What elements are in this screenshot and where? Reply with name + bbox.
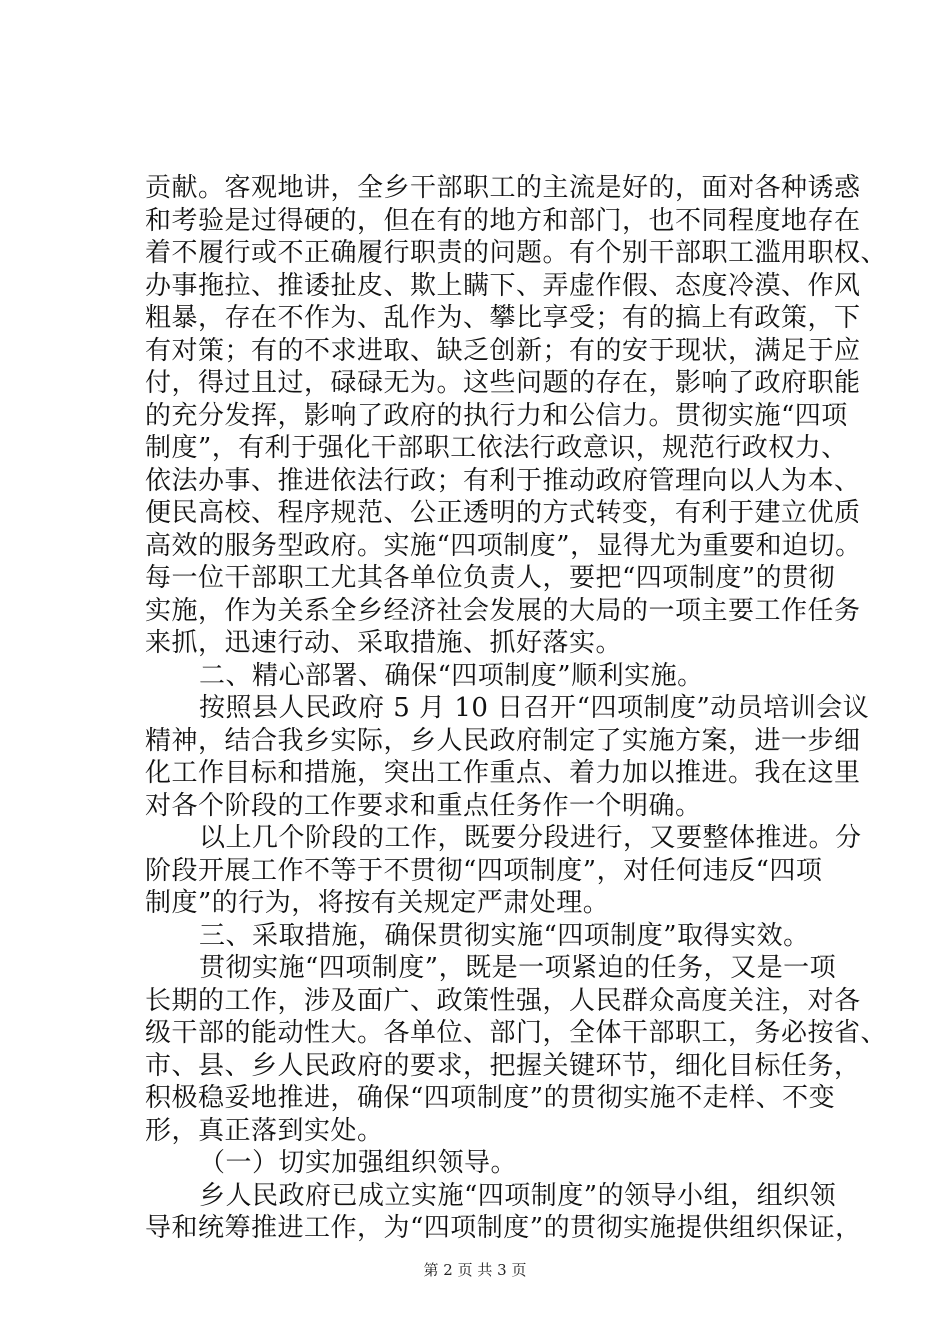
text-line: 每一位干部职工尤其各单位负责人，要把“四项制度”的贯彻 [145, 563, 836, 593]
text-line: 有对策；有的不求进取、缺乏创新；有的安于现状，满足于应 [145, 335, 861, 366]
text-line: 实施，作为关系全乡经济社会发展的大局的一项主要工作任务 [145, 595, 861, 626]
text-line: 制度”的行为，将按有关规定严肃处理。 [145, 888, 610, 918]
text-line: 的充分发挥，影响了政府的执行力和公信力。贯彻实施“四项 [145, 400, 848, 431]
text-line: 贡献。客观地讲，全乡干部职工的主流是好的，面对各种诱惑 [145, 173, 861, 203]
text-line: 长期的工作，涉及面广、政策性强，人民群众高度关注，对各 [145, 985, 861, 1016]
text-line: 付，得过且过，碌碌无为。这些问题的存在，影响了政府职能 [145, 368, 861, 398]
text-line: 乡人民政府已成立实施“四项制度”的领导小组，组织领 [199, 1180, 837, 1211]
text-line: 精神，结合我乡实际，乡人民政府制定了实施方案，进一步细 [145, 725, 861, 756]
text-line: 贯彻实施“四项制度”，既是一项紧迫的任务，又是一项 [199, 953, 837, 983]
document-body [145, 172, 888, 1245]
text-line: 以上几个阶段的工作，既要分段进行，又要整体推进。分 [199, 823, 862, 853]
page-number-label: 第 2 页 共 3 页 [423, 1261, 527, 1279]
page-footer [0, 1259, 950, 1280]
text-line: 来抓，迅速行动、采取措施、抓好落实。 [145, 628, 623, 658]
text-line: 二、精心部署、确保“四项制度”顺利实施。 [199, 660, 704, 691]
text-line: 积极稳妥地推进，确保“四项制度”的贯彻实施不走样、不变 [145, 1083, 836, 1113]
text-line: 便民高校、程序规范、公正透明的方式转变，有利于建立优质 [145, 498, 861, 528]
text-line: 阶段开展工作不等于不贯彻“四项制度”，对任何违反“四项 [145, 855, 823, 886]
text-line: （一）切实加强组织领导。 [199, 1148, 518, 1178]
text-line: 和考验是过得硬的，但在有的地方和部门，也不同程度地存在 [145, 205, 861, 236]
text-line: 着不履行或不正确履行职责的问题。有个别干部职工滥用职权、 [145, 238, 888, 268]
text-line: 依法办事、推进依法行政；有利于推动政府管理向以人为本、 [145, 465, 861, 496]
text-line: 制度”，有利于强化干部职工依法行政意识，规范行政权力、 [145, 433, 848, 463]
text-line: 形，真正落到实处。 [145, 1115, 384, 1146]
text-line: 化工作目标和措施，突出工作重点、着力加以推进。我在这里 [145, 758, 861, 788]
text-line: 粗暴，存在不作为、乱作为、攀比享受；有的搞上有政策，下 [145, 303, 861, 333]
text-line: 按照县人民政府 5 月 10 日召开“四项制度”动员培训会议 [199, 693, 870, 723]
text-line: 市、县、乡人民政府的要求，把握关键环节，细化目标任务， [145, 1050, 861, 1081]
text-line: 办事拖拉、推诿扯皮、欺上瞒下、弄虚作假、态度冷漠、作风 [145, 270, 861, 301]
text-line: 三、采取措施，确保贯彻实施“四项制度”取得实效。 [199, 920, 810, 951]
text-line: 导和统筹推进工作，为“四项制度”的贯彻实施提供组织保证， [145, 1213, 862, 1243]
text-line: 高效的服务型政府。实施“四项制度”，显得尤为重要和迫切。 [145, 530, 862, 561]
text-line: 对各个阶段的工作要求和重点任务作一个明确。 [145, 790, 702, 821]
text-line: 级干部的能动性大。各单位、部门，全体干部职工，务必按省、 [145, 1018, 888, 1048]
